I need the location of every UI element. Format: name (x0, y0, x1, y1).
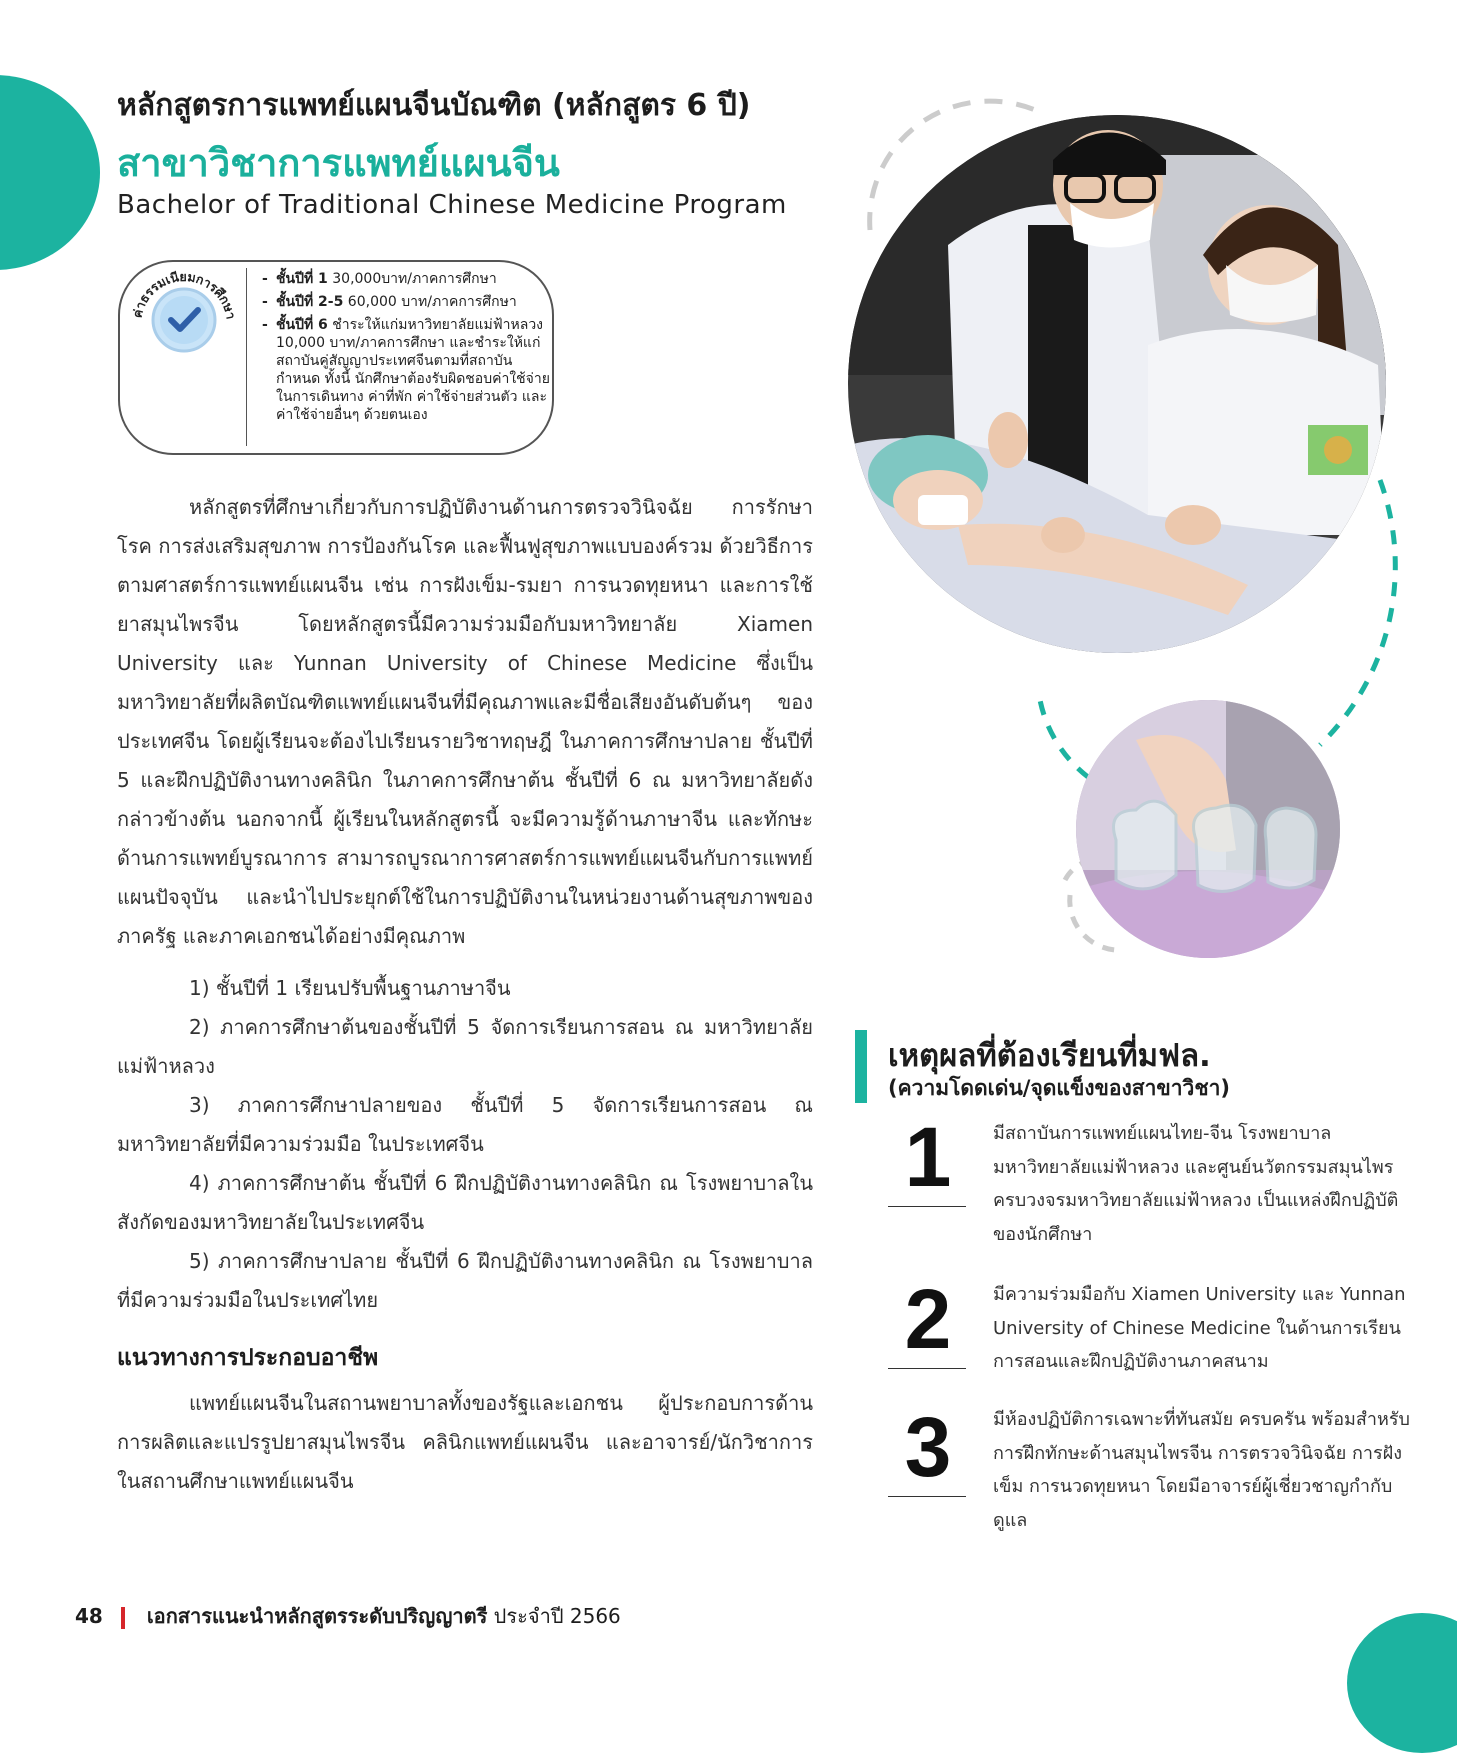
program-description: หลักสูตรที่ศึกษาเกี่ยวกับการปฏิบัติงานด้านการตรวจวินิจฉัย การรักษาโรค การส่งเสริมสุขภาพ การป้องกันโรค และฟื้นฟูสุขภาพแบบองค์รวม ด้วยวิธีการตามศาสตร์การแพทย์แผนจีน เช่น การฝังเข็ม-รมยา การนวดทุยหนา และการใช้ยาสมุนไพรจีน โดยหลักสูตรนี้มีความร่วมมือกับมหาวิทยาลัย Xiamen University และ Yunnan University of Chinese Medicine ซึ่งเป็นมหาวิทยาลัยที่ผลิตบัณฑิตแพทย์แผนจีนที่มีคุณภาพและมีชื่อเสียงอันดับต้นๆ ของประเทศจีน โดยผู้เรียนจะต้องไปเรียนรายวิชาทฤษฎี ในภาคการศึกษาปลาย ชั้นปีที่ 5 และฝึกปฏิบัติงานทางคลินิก ในภาคการศึกษาต้น ชั้นปีที่ 6 ณ มหาวิทยาลัยดังกล่าวข้างต้น นอกจากนี้ ผู้เรียนในหลักสูตรนี้ จะมีความรู้ด้านภาษาจีน และทักษะด้านการแพทย์บูรณาการ สามารถบูรณาการศาสตร์การแพทย์แผนจีนกับการแพทย์แผนปัจจุบัน และนำไปประยุกต์ใช้ในการปฏิบัติงานในหน่วยงานด้านสุขภาพของภาครัฐ และภาคเอกชนได้อย่างมีคุณภาพ (117, 495, 813, 948)
study-plan-item: 3) ภาคการศึกษาปลายของ ชั้นปีที่ 5 จัดการเรียนการสอน ณ มหาวิทยาลัยที่มีความร่วมมือ ในประเทศจีน (117, 1093, 813, 1156)
document-title: เอกสารแนะนำหลักสูตรระดับปริญญาตรี (146, 1604, 488, 1628)
fee-box-divider (246, 268, 247, 446)
tuition-fee-list (262, 270, 552, 429)
career-text: แพทย์แผนจีนในสถานพยาบาลทั้งของรัฐและเอกชน ผู้ประกอบการด้านการผลิตและแปรรูปยาสมุนไพรจีน คลินิกแพทย์แผนจีน และอาจารย์/นักวิชาการในสถานศึกษาแพทย์แผนจีน (117, 1391, 813, 1493)
program-title-english: Bachelor of Traditional Chinese Medicine Program (117, 190, 787, 220)
reason-underline (888, 1368, 966, 1369)
acupuncture-class-photo (848, 115, 1386, 653)
cupping-therapy-photo (1076, 700, 1340, 958)
career-heading: แนวทางการประกอบอาชีพ (117, 1345, 379, 1371)
reasons-subtitle: (ความโดดเด่น/จุดแข็งของสาขาวิชา) (888, 1076, 1230, 1100)
study-plan-item: 2) ภาคการศึกษาต้นของชั้นปีที่ 5 จัดการเรียนการสอน ณ มหาวิทยาลัยแม่ฟ้าหลวง (117, 1015, 813, 1078)
reason-underline (888, 1496, 966, 1497)
reason-number: 2 (904, 1272, 952, 1366)
page-footer (75, 1600, 621, 1632)
footer-divider (121, 1607, 125, 1629)
reasons-accent-bar (855, 1030, 867, 1103)
page-number: 48 (75, 1604, 103, 1628)
tuition-seal-icon (125, 258, 243, 376)
tuition-seal-label: ค่าธรรมเนียมการศึกษา (129, 268, 239, 321)
decorative-teal-circle-top (0, 75, 100, 270)
fee-item: - ชั้นปีที่ 2-5 60,000 บาท/ภาคการศึกษา (262, 293, 552, 311)
major-title: สาขาวิชาการแพทย์แผนจีน (117, 141, 560, 185)
document-year: ประจำปี 2566 (487, 1604, 621, 1628)
fee-item: - ชั้นปีที่ 6 ชำระให้แก่มหาวิทยาลัยแม่ฟ้าหลวง 10,000 บาท/ภาคการศึกษา และชำระให้แก่สถาบันคู่สัญญาประเทศจีนตามที่สถาบันกำหนด ทั้งนี้ นักศึกษาต้องรับผิดชอบค่าใช้จ่ายในการเดินทาง ค่าที่พัก ค่าใช้จ่ายส่วนตัว และค่าใช้จ่ายอื่นๆ ด้วยตนเอง (262, 316, 552, 424)
reason-text: มีสถาบันการแพทย์แผนไทย-จีน โรงพยาบาลมหาวิทยาลัยแม่ฟ้าหลวง และศูนย์นวัตกรรมสมุนไพร ครบวงจรมหาวิทยาลัยแม่ฟ้าหลวง เป็นแหล่งฝึกปฏิบัติของนักศึกษา (993, 1123, 1399, 1245)
study-plan-item: 4) ภาคการศึกษาต้น ชั้นปีที่ 6 ฝึกปฏิบัติงานทางคลินิก ณ โรงพยาบาลในสังกัดของมหาวิทยาลัยในประเทศจีน (117, 1171, 813, 1234)
reason-text: มีความร่วมมือกับ Xiamen University และ Yunnan University of Chinese Medicine ในด้านการเรียนการสอนและฝึกปฏิบัติงานภาคสนาม (993, 1284, 1406, 1372)
program-title: หลักสูตรการแพทย์แผนจีนบัณฑิต (หลักสูตร 6 ปี) (117, 88, 751, 123)
reason-number: 1 (904, 1110, 952, 1204)
study-plan-item: 1) ชั้นปีที่ 1 เรียนปรับพื้นฐานภาษาจีน (189, 976, 511, 1000)
reason-text: มีห้องปฏิบัติการเฉพาะที่ทันสมัย ครบครัน พร้อมสำหรับการฝึกทักษะด้านสมุนไพรจีน การตรวจวินิจฉัย การฝังเข็ม การนวดทุยหนา โดยมีอาจารย์ผู้เชี่ยวชาญกำกับดูแล (993, 1409, 1410, 1531)
decorative-teal-circle-bottom (1347, 1613, 1457, 1753)
study-plan-item: 5) ภาคการศึกษาปลาย ชั้นปีที่ 6 ฝึกปฏิบัติงานทางคลินิก ณ โรงพยาบาลที่มีความร่วมมือในประเทศไทย (117, 1249, 813, 1312)
reason-underline (888, 1206, 966, 1207)
reason-number: 3 (904, 1400, 952, 1494)
reasons-title: เหตุผลที่ต้องเรียนที่มฟล. (888, 1038, 1211, 1074)
fee-item: - ชั้นปีที่ 1 30,000บาท/ภาคการศึกษา (262, 270, 552, 288)
